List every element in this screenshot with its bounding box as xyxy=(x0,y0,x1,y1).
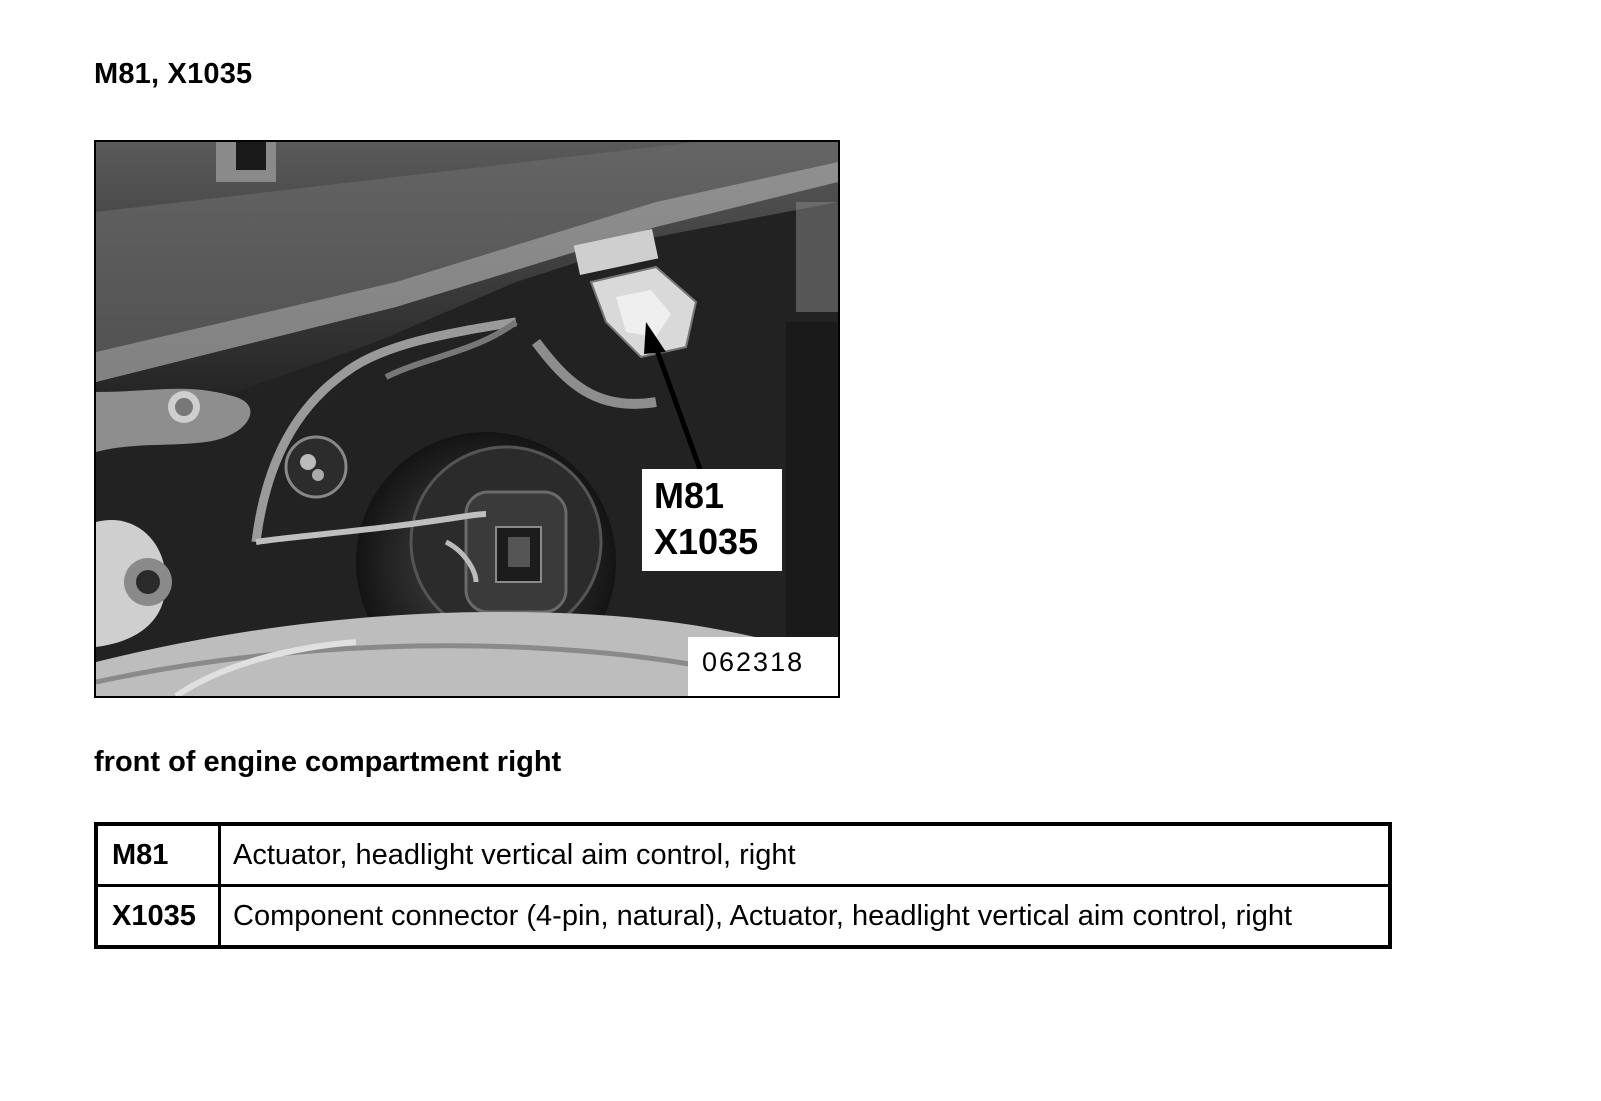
callout-m81: M81 xyxy=(654,475,725,516)
callout-label xyxy=(642,469,782,571)
table-row xyxy=(96,824,1390,886)
component-description: Actuator, headlight vertical aim control, right xyxy=(220,824,1391,886)
component-legend-table xyxy=(94,822,1392,949)
figure-number: 062318 xyxy=(688,637,838,697)
engine-compartment-photo xyxy=(94,140,840,698)
figure-caption: front of engine compartment right xyxy=(94,746,562,778)
component-code: X1035 xyxy=(96,886,220,948)
table-row xyxy=(96,886,1390,948)
component-description: Component connector (4-pin, natural), Actuator, headlight vertical aim control, right xyxy=(220,886,1391,948)
callout-x1035: X1035 xyxy=(654,521,759,562)
component-code: M81 xyxy=(96,824,220,886)
photo-illustration xyxy=(96,142,838,696)
page-title: M81, X1035 xyxy=(94,58,253,90)
